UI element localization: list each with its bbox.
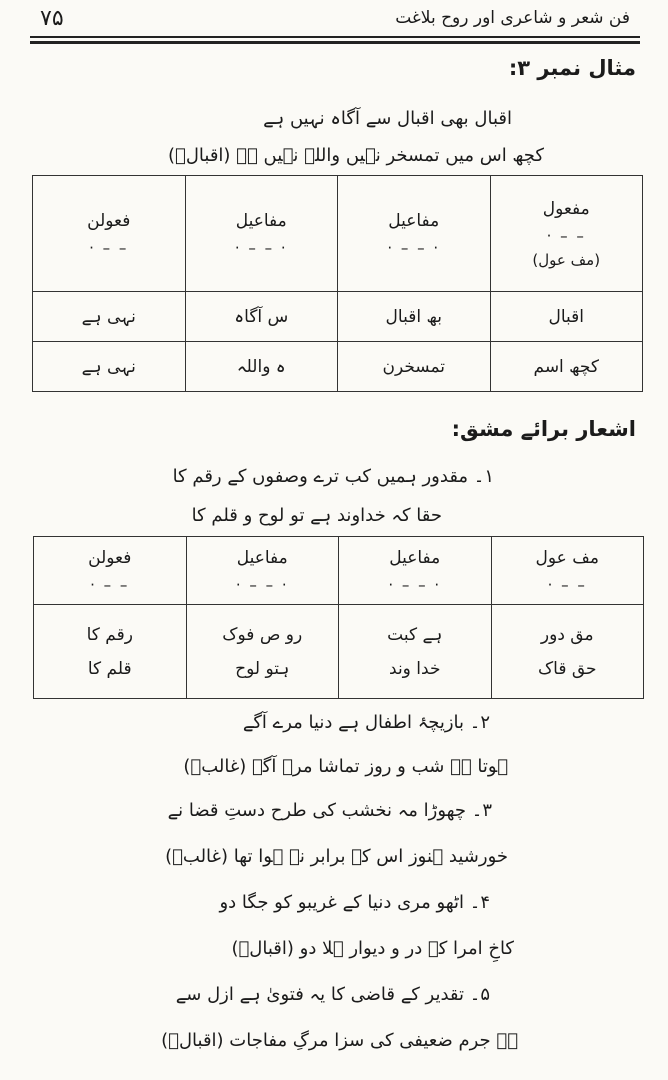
header-rule-thick [30, 41, 640, 44]
verse-2-line-2: ہوتا ہے شب و روز تماشا مرے آگے (غالبؔ) [183, 756, 508, 777]
table-row [33, 342, 643, 392]
table-cell: نہی ہے [33, 292, 186, 342]
table-cell: کچھ اسم [490, 342, 643, 392]
table-cell [186, 605, 339, 699]
table-cell: تمسخرن [338, 342, 491, 392]
example-heading: مثال نمبر ۳: [508, 56, 636, 80]
syllable-group: خدا وند [389, 658, 441, 679]
table-cell: س آگاہ [185, 292, 338, 342]
table-cell: بھ اقبال [338, 292, 491, 342]
header-rule-thin [30, 36, 640, 38]
exercise-verse-1-line-2: حقا کہ خداوند ہے تو لوح و قلم کا [191, 505, 442, 526]
table-header-row [33, 176, 643, 292]
syllable-group: ہتو لوح [235, 658, 290, 679]
foot-pattern: – – · [90, 575, 130, 594]
verse-line-2: کچھ اس میں تمسخر نہیں واللہ نہیں ہے (اقبالؔ) [168, 145, 544, 166]
foot-pattern: · – – · [234, 238, 288, 257]
syllable-group: حق قاک [537, 658, 597, 679]
verse-5-line-2: ہے جرم ضعیفی کی سزا مرگِ مفاجات (اقبالؔ) [161, 1030, 518, 1051]
scansion-table-2 [33, 536, 644, 699]
foot-name: مفاعیل [235, 210, 287, 231]
verse-4-line-2: کاخِ امرا کے در و دیوار ہلا دو (اقبالؔ) [231, 938, 514, 959]
foot-pattern: – – · [547, 575, 587, 594]
page-header [30, 6, 640, 34]
syllable-group: قلم کا [87, 658, 132, 679]
table-header-row [34, 537, 644, 605]
table-row [34, 605, 644, 699]
syllable-group: مق دور [540, 624, 594, 645]
table-cell: ہ واللہ [185, 342, 338, 392]
table-cell [491, 537, 644, 605]
foot-name: مفاعیل [389, 547, 441, 568]
table-cell [339, 537, 492, 605]
table-cell [34, 605, 187, 699]
foot-pattern: · – – · [235, 575, 289, 594]
syllable-group: ہے کبت [387, 624, 443, 645]
scansion-table-1 [32, 175, 643, 392]
table-cell [33, 176, 186, 292]
table-cell [338, 176, 491, 292]
foot-name: مفعول [542, 198, 590, 219]
table-cell [339, 605, 492, 699]
foot-name: مفاعیل [236, 547, 288, 568]
page-number: ۷۵ [40, 6, 64, 31]
verse-line-1: اقبال بھی اقبال سے آگاہ نہیں ہے [263, 108, 512, 129]
verse-5-line-1: ۵۔ تقدیر کے قاضی کا یہ فتویٰ ہے ازل سے [175, 984, 490, 1005]
verse-2-line-1: ۲۔ بازیچۂ اطفال ہے دنیا مرے آگے [242, 712, 490, 733]
exercise-heading: اشعار برائے مشق: [451, 417, 636, 441]
running-title: فن شعر و شاعری اور روح بلاغت [395, 8, 630, 28]
foot-pattern: · – – · [388, 575, 442, 594]
table-cell [490, 176, 643, 292]
foot-pattern: – – · [89, 238, 129, 257]
table-cell [186, 537, 339, 605]
table-cell [34, 537, 187, 605]
verse-3-line-1: ۳۔ چھوڑا مہ نخشب کی طرح دستِ قضا نے [167, 800, 492, 821]
foot-name: مف عول [535, 547, 599, 568]
syllable-group: رو ص فوک [222, 624, 303, 645]
table-cell: نہی ہے [33, 342, 186, 392]
table-cell [185, 176, 338, 292]
foot-name: فعولن [88, 547, 132, 568]
foot-pattern: – – · [546, 226, 586, 245]
table-row [33, 292, 643, 342]
foot-pattern: · – – · [387, 238, 441, 257]
foot-note: (مف عول) [532, 250, 601, 269]
verse-3-line-2: خورشید ہنوز اس کے برابر نہ ہوا تھا (غالبؔ) [165, 846, 508, 867]
table-cell [491, 605, 644, 699]
table-cell: اقبال [490, 292, 643, 342]
verse-4-line-1: ۴۔ اٹھو مری دنیا کے غریبو کو جگا دو [219, 892, 490, 913]
foot-name: فعولن [87, 210, 131, 231]
foot-name: مفاعیل [388, 210, 440, 231]
exercise-verse-1-line-1: ۱۔ مقدور ہمیں کب ترے وصفوں کے رقم کا [172, 466, 494, 487]
syllable-group: رقم کا [86, 624, 133, 645]
